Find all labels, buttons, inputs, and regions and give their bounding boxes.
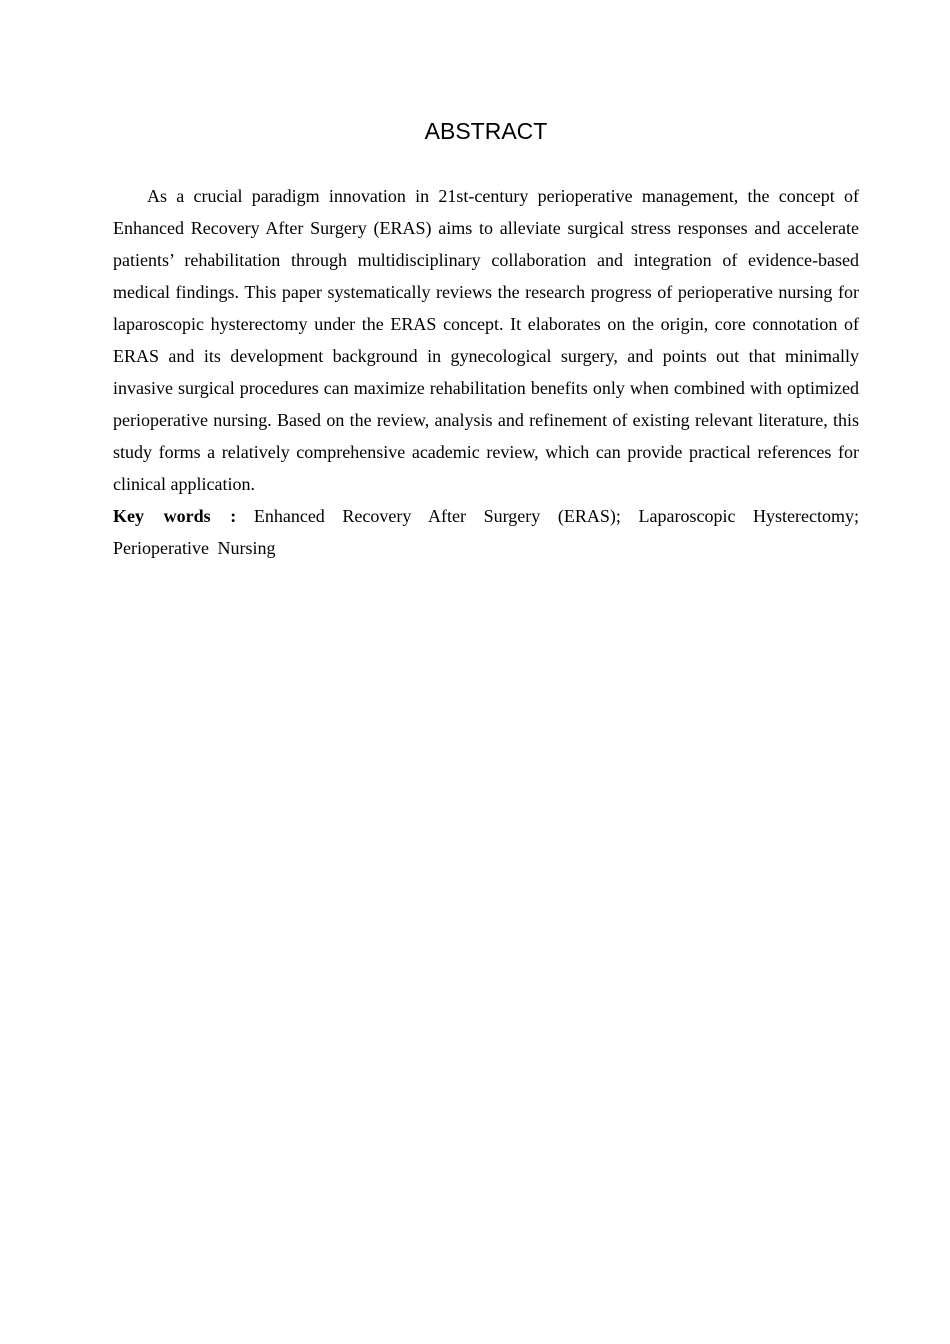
abstract-paragraph: As a crucial paradigm innovation in 21st-century perioperative management, the concept of Enhanced Recovery After Surgery (ERAS) aims to alleviate surgical stress responses and accelerate patients’ rehabilitation through multidisciplinary collaboration and integration of evidence-based medical findings. This paper systematically reviews the research progress of perioperative nursing for laparoscopic hysterectomy under the ERAS concept. It elaborates on the origin, core connotation of ERAS and its development background in gynecological surgery, and points out that minimally invasive surgical procedures can maximize rehabilitation benefits only when combined with optimized perioperative nursing. Based on the review, analysis and refinement of existing relevant literature, this study forms a relatively comprehensive academic review, which can provide practical references for clinical application. xyxy=(113,186,859,494)
abstract-body xyxy=(113,180,859,564)
keywords-line xyxy=(113,500,859,564)
keywords-text: Enhanced Recovery After Surgery (ERAS); Laparoscopic Hysterectomy; Perioperative Nursing xyxy=(113,506,860,558)
keywords-label: Key words : xyxy=(113,506,237,526)
abstract-title: ABSTRACT xyxy=(424,118,548,144)
